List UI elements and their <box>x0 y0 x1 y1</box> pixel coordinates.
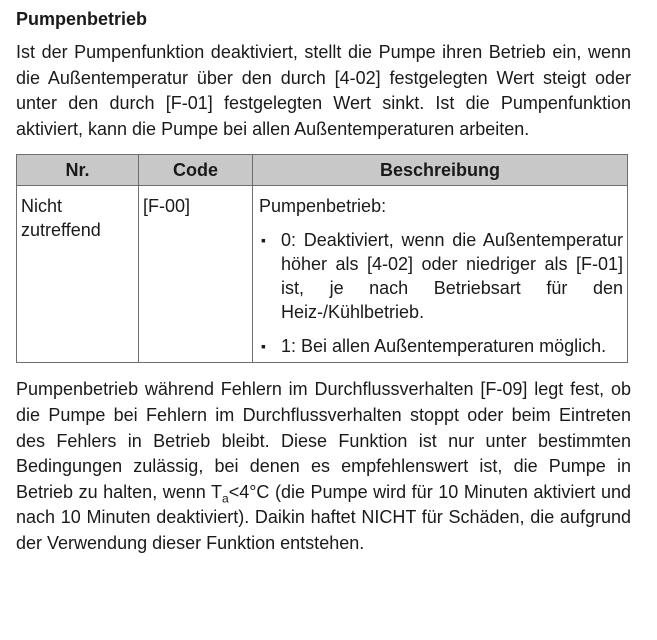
table-header-row <box>17 155 628 186</box>
description-list <box>259 228 623 358</box>
cell-nr: Nicht zutreffend <box>17 186 139 363</box>
section-heading: Pumpenbetrieb <box>16 9 148 29</box>
outro-paragraph <box>16 377 631 556</box>
list-item-text: 0: Deaktiviert, wenn die Außentemperatur höher als [4-02] oder niedriger als [F-01] ist, je nach Betriebsart für den Heiz-/Kühlbetrieb. <box>281 230 623 323</box>
header-code: Code <box>139 155 253 186</box>
list-item-text: 1: Bei allen Außentemperaturen möglich. <box>281 336 607 357</box>
bullet-icon: ▪ <box>261 338 266 355</box>
header-description: Beschreibung <box>253 155 628 186</box>
cell-code: [F-00] <box>139 186 253 363</box>
intro-paragraph: Ist der Pumpenfunktion deaktiviert, stellt die Pumpe ihren Betrieb ein, wenn die Außentemperatur über den durch [4-02] festgelegten Wert steigt oder unter den durch [F-01] festgelegten Wert sinkt. Ist die Pumpenfunktion aktiviert, kann die Pumpe bei allen Außentemperaturen arbeiten. <box>16 42 631 139</box>
outro-subscript: a <box>222 491 229 506</box>
description-title: Pumpenbetrieb: <box>259 196 387 217</box>
header-nr: Nr. <box>17 155 139 186</box>
list-item <box>259 228 623 324</box>
settings-table <box>16 154 628 363</box>
outro-text-part2: <4°C (die Pumpe wird für 10 Minuten aktiviert und nach 10 Minuten deaktiviert). Daikin haftet NICHT für Schäden, die aufgrund der Verwendung dieser Funktion entstehen. <box>16 481 632 553</box>
bullet-icon: ▪ <box>261 232 266 249</box>
table-row <box>17 186 628 363</box>
cell-description <box>253 186 628 363</box>
list-item <box>259 334 623 358</box>
outro-text-part1: Pumpenbetrieb während Fehlern im Durchflussverhalten [F-09] legt fest, ob die Pumpe bei Fehlern im Durchflussverhalten stoppt oder beim Eintreten des Fehlers in Betrieb bleibt. Diese Funktion ist nur unter bestimmten Bedingungen zulässig, bei denen es empfehlenswert ist, die Pumpe in Betrieb zu halten, wenn T <box>16 379 631 502</box>
